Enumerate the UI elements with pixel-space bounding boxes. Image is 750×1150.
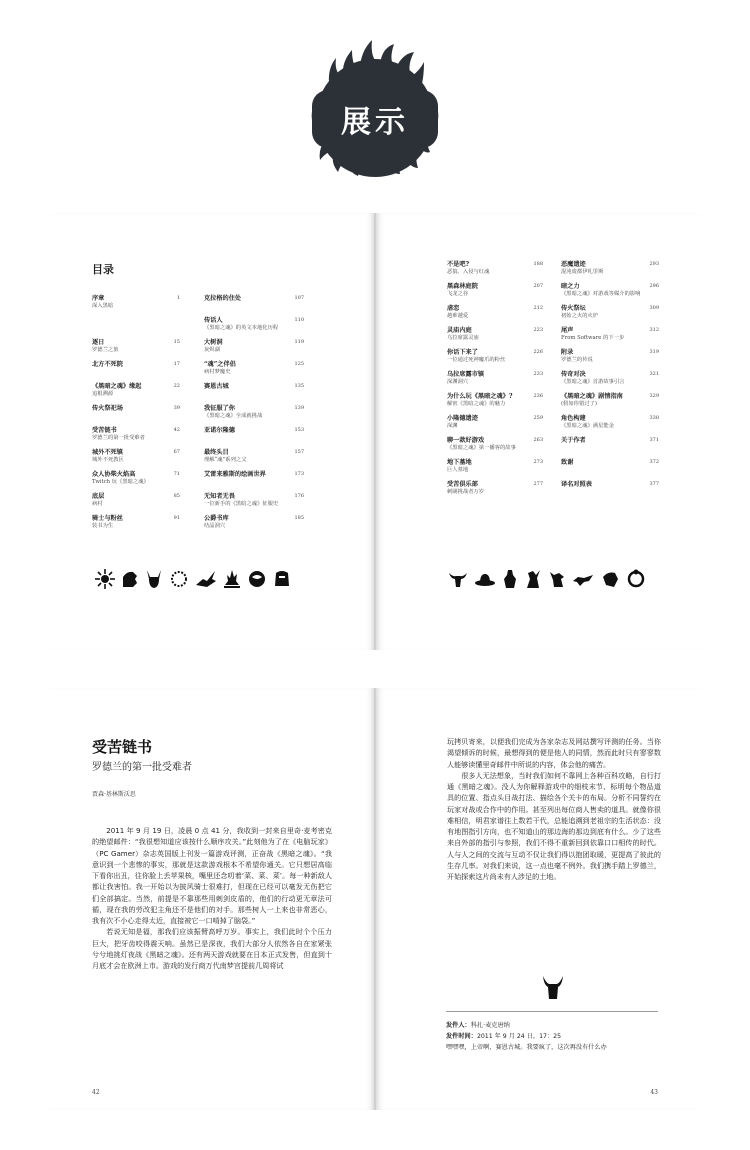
toc-entry-subtitle: 《黑暗之魂》全成就挑战 (204, 413, 263, 419)
sender-label: 发件人： (446, 1022, 471, 1029)
toc-entry (204, 295, 304, 317)
toc-entry-page: 226 (533, 349, 543, 355)
toc-page-right (376, 213, 701, 650)
toc-entry (447, 481, 543, 503)
toc-entry-title: 关于作者 (561, 437, 586, 444)
toc-entry-title: 赛恩古城 (204, 383, 229, 390)
stone-head-icon (600, 569, 620, 589)
toc-entry-page: 67 (173, 449, 180, 455)
toc-entry (92, 339, 180, 361)
toc-entry-page: 135 (294, 383, 304, 389)
article-page-right (376, 688, 701, 1110)
toc-entry-page: 329 (649, 393, 659, 399)
toc-entry-page: 42 (173, 427, 180, 433)
toc-entry (92, 515, 180, 537)
toc-entry-subtitle: Twitch 玩《黑暗之魂》 (92, 479, 149, 485)
toc-entry-page: 319 (649, 349, 659, 355)
toc-entry-title: 我征服了你 (204, 405, 235, 412)
toc-entry-title: 致谢 (561, 459, 574, 466)
toc-entry-title: 《黑暗之魂》剧情指南 (561, 393, 623, 400)
toc-entry-subtitle: 病村梦魔史 (204, 369, 231, 375)
toc-entry-subtitle: 初始之火的火炉 (561, 313, 599, 319)
bull-skull-icon (448, 569, 468, 589)
toc-icons-right (448, 569, 646, 589)
warrior-icon (524, 569, 542, 589)
ring-icon (169, 569, 189, 589)
toc-entry-title: 大树洞 (204, 339, 223, 346)
toc-entry (447, 349, 543, 371)
toc-entry-page: 173 (294, 471, 304, 477)
toc-entry-subtitle: 城外不死教区 (92, 457, 124, 463)
bonfire-icon (223, 569, 241, 589)
toc-entry-title: 地下墓地 (447, 459, 472, 466)
toc-entry-subtitle: 深渊洞穴 (447, 379, 469, 385)
toc-entry (447, 327, 543, 349)
toc-entry-title: 黑森林庭院 (447, 283, 478, 290)
toc-entry-page: 372 (649, 459, 659, 465)
toc-entry-page: 273 (533, 459, 543, 465)
beast-icon (121, 569, 139, 589)
knight-icon (502, 569, 518, 589)
toc-entry-page: 377 (649, 481, 659, 487)
toc-entry-subtitle: 巨人墓地 (447, 467, 469, 473)
page-number-right: 43 (650, 1089, 658, 1096)
toc-entry-subtitle: 《黑暗之魂》第一播客的故事 (447, 445, 516, 451)
article-body-left (92, 825, 332, 971)
toc-entry-subtitle: 罗德兰之旅 (92, 347, 119, 353)
toc-entry (447, 393, 543, 415)
toc-entry (561, 393, 659, 415)
toc-entry-subtitle: 飞龙之谷 (447, 291, 469, 297)
sender-name: 科扎·麦克唐纳 (470, 1022, 510, 1029)
toc-entry-page: 91 (173, 515, 180, 521)
section-badge (290, 30, 460, 180)
toc-entry (204, 471, 304, 493)
toc-entry-title: 公爵书库 (204, 515, 229, 522)
toc-entry-page: 22 (173, 383, 180, 389)
toc-entry (92, 295, 180, 317)
toc-entry-title: 骑士与粉丝 (92, 515, 123, 522)
toc-entry (92, 383, 180, 405)
article-author: 贾森·基林斯沃思 (92, 791, 136, 798)
toc-entry (92, 405, 180, 427)
toc-entry-subtitle: 病村 (92, 501, 103, 507)
toc-entry-page: 125 (294, 361, 304, 367)
toc-entry-page: 188 (533, 261, 543, 267)
toc-entry (561, 327, 659, 349)
toc-entry-page: 223 (533, 327, 543, 333)
toc-entry-title: 传话人 (204, 317, 223, 324)
toc-entry (561, 283, 659, 305)
toc-entry (561, 437, 659, 459)
toc-entry-title: 聊一款好游戏 (447, 437, 485, 444)
toc-spread (49, 213, 701, 650)
toc-entry-subtitle: 乌拉席露灵庙 (447, 335, 479, 341)
toc-entry-title: 小隆德遗迹 (447, 415, 478, 422)
paragraph: 很多人无法想象，当时我们如何不靠网上各种百科攻略，自行打通《黑暗之魂》。没人为你解释游戏中的细枝末节、标明每个物品道具的位置、指点头目战打法、描绘各个关卡的布局。分析不同誓约在玩家对战或合作中的作用。甚至列出每位商人售卖的道具。就像你很难相信，明君家谱往上数若干代，总能追溯到老祖宗的生活状态：没有地图指引方向，也不知道山的那边海的那边到底有什么。少了这些来自外部的指引与参照，我们不得不重新回到依靠口口相传的时代。人与人之间的交流与互动不仅让我们得以抱团取暖，更提高了彼此的生存几率。对我们来说，这一点也毫不例外。我们携手踏上罗德兰，开始探索这片尚未有人涉足的土地。 (447, 770, 661, 881)
toc-entry-subtitle: 深入黑暗 (92, 303, 114, 309)
toc-entry (204, 317, 304, 339)
toc-entry (561, 415, 659, 437)
toc-entry-page: 312 (649, 327, 659, 333)
toc-entry-page: 185 (294, 515, 304, 521)
toc-entry-page: 277 (533, 481, 543, 487)
toc-entry (92, 471, 180, 493)
toc-entry-page: 107 (294, 295, 304, 301)
toc-entry-title: 恶魔遗迹 (561, 261, 586, 268)
toc-entry-subtitle: 罗德兰的传说 (561, 357, 593, 363)
toc-entry-title: 暗之力 (561, 283, 580, 290)
toc-entry-page: 71 (173, 471, 180, 477)
email-message: 嘿嘿嘿，上帝啊，赛恩古城。我要疯了，这次再没有什么办 (446, 1044, 607, 1051)
toc-entry-title: 城外不死镇 (92, 449, 123, 456)
email-block (446, 1020, 676, 1053)
toc-entry (204, 515, 304, 537)
toc-column-1 (92, 295, 180, 537)
toc-entry-page: 1 (176, 295, 180, 301)
serpent-ring-icon (626, 569, 646, 589)
toc-entry-subtitle: 罗德兰的第一批受难者 (92, 435, 145, 441)
time-label: 发件时间： (446, 1033, 477, 1040)
toc-entry-page: 157 (294, 449, 304, 455)
article-body-right (447, 736, 661, 882)
horned-skull-icon (145, 569, 163, 589)
toc-entry-title: 附录 (561, 349, 574, 356)
page-number-left: 42 (92, 1089, 100, 1096)
toc-entry (92, 427, 180, 449)
toc-entry-title: 艾雷来雅斯的绘画世界 (204, 471, 266, 478)
toc-entry-subtitle: 装书为生 (92, 523, 114, 529)
toc-entry (447, 459, 543, 481)
toc-title: 目录 (92, 263, 114, 276)
toc-entry-title: 最终头目 (204, 449, 229, 456)
toc-entry (92, 449, 180, 471)
toc-entry-title: 北方不死院 (92, 361, 123, 368)
toc-entry-subtitle: 追根溯源 (92, 391, 114, 397)
toc-entry (204, 449, 304, 471)
globe-icon (247, 569, 267, 589)
toc-entry (447, 305, 543, 327)
dragon-icon (195, 569, 217, 589)
toc-entry-title: 译名对照表 (561, 481, 592, 488)
paragraph: 玩拷贝寄来，以便我们完成为各家杂志及网站撰写评测的任务。当你渴望倾诉的时候，最想得到的便是他人的同情，然而此时只有寥寥数人能够读懂里奇邮件中所说的内容，体会他的痛苦。 (447, 737, 661, 769)
toc-entry-subtitle: 灰烬湖 (204, 347, 220, 353)
toc-entry-page: 293 (649, 261, 659, 267)
toc-entry (447, 261, 543, 283)
toc-entry-title: 逐日 (92, 339, 105, 346)
sun-icon (95, 569, 115, 589)
toc-entry-subtitle: 《黑暗之魂》的英文本地化历程 (204, 325, 279, 331)
toc-entry (204, 427, 304, 449)
divider (446, 1011, 658, 1012)
toc-entry (561, 261, 659, 283)
article-spread (49, 688, 701, 1110)
toc-entry-subtitle: 深渊 (447, 423, 458, 429)
toc-entry (561, 481, 659, 503)
toc-entry-title: 底层 (92, 493, 105, 500)
send-time: 2011 年 9 月 24 日，17：25 (476, 1033, 562, 1040)
toc-entry-subtitle: 理解“魂”系列之父 (204, 457, 247, 463)
toc-page-left (49, 213, 374, 650)
toc-entry-title: 为什么玩《黑暗之魂》? (447, 393, 513, 400)
toc-entry (561, 305, 659, 327)
toc-entry-title: 传奇对决 (561, 371, 586, 378)
toc-entry (92, 361, 180, 383)
toc-entry-title: “魂”之伴侣 (204, 361, 236, 368)
toc-entry (561, 459, 659, 481)
article-subtitle: 罗德兰的第一批受难者 (92, 762, 192, 773)
toc-entry-page: 263 (533, 437, 543, 443)
toc-entry-title: 传火祭祀场 (92, 405, 123, 412)
toc-entry-page: 338 (649, 415, 659, 421)
toc-entry-title: 《黑暗之魂》缘起 (92, 383, 142, 390)
toc-column-3 (447, 261, 543, 503)
toc-entry (92, 493, 180, 515)
toc-entry-subtitle: 《黑暗之魂》对游戏等媒介的影响 (561, 291, 641, 297)
toc-entry-title: 尾声 (561, 327, 574, 334)
toc-entry-page: 110 (294, 317, 304, 323)
hat-icon (474, 569, 496, 589)
toc-entry-subtitle: 《黑暗之魂》首游故事引言 (561, 379, 625, 385)
toc-entry-subtitle: 结晶洞穴 (204, 523, 226, 529)
toc-entry (561, 371, 659, 393)
toc-entry-subtitle: 混沌废都伊札里斯 (561, 269, 604, 275)
toc-entry-subtitle: 《黑暗之魂》满星能金 (561, 423, 614, 429)
toc-entry-page: 371 (649, 437, 659, 443)
article-title: 受苦链书 (92, 738, 153, 756)
paragraph: 若说无知是福，那我们应该振臂高呼万岁。事实上，我们此时个个压力巨大，把牙齿咬得震天响。虽然已是深夜，我们大部分人依然各自在家紧张兮兮地挑灯夜战《黑暗之魂》。还有两天游戏就要在日本正式发售，但直到十月底才会在欧洲上市。游戏的发行商万代南梦宫提前几周将试 (92, 927, 332, 970)
toc-entry-subtitle: 一位通过死神魔爪的粉丝 (447, 357, 506, 363)
toc-entry-page: 259 (533, 415, 543, 421)
crawler-icon (572, 569, 594, 589)
toc-entry-title: 灵庙内庭 (447, 327, 472, 334)
toc-entry-title: 无知者无畏 (204, 493, 235, 500)
toc-entry-title: 角色构建 (561, 415, 586, 422)
toc-entry-subtitle: 越难越爱 (447, 313, 469, 319)
toc-entry-subtitle: 一位新手的《黑暗之魂》征服史 (204, 501, 279, 507)
toc-entry (447, 415, 543, 437)
toc-entry (561, 349, 659, 371)
helmet-icon (273, 569, 291, 589)
toc-column-2 (204, 295, 304, 537)
toc-entry-page: 17 (173, 361, 180, 367)
toc-entry-title: 亚诺尔隆德 (204, 427, 235, 434)
toc-entry (447, 283, 543, 305)
toc-entry (204, 405, 304, 427)
toc-entry-title: 你话下来了 (447, 349, 478, 356)
toc-entry (204, 383, 304, 405)
badge-label: 展示 (312, 90, 438, 148)
toc-entry-page: 15 (173, 339, 180, 345)
toc-entry-page: 39 (173, 405, 180, 411)
toc-entry-title: 众人协柴火焰高 (92, 471, 136, 478)
toc-entry-page: 85 (173, 493, 180, 499)
toc-entry (447, 371, 543, 393)
toc-entry-title: 克拉格的住处 (204, 295, 242, 302)
wolf-head-icon (548, 569, 566, 589)
toc-entry-page: 236 (533, 393, 543, 399)
toc-entry-page: 296 (649, 283, 659, 289)
toc-entry (204, 361, 304, 383)
toc-entry-subtitle: (假如你错过了) (561, 401, 597, 407)
toc-entry-subtitle: 刺刷挑战者万岁 (447, 489, 485, 495)
toc-entry (204, 493, 304, 515)
toc-entry-page: 153 (294, 427, 304, 433)
toc-entry-subtitle: From Software 的下一步 (561, 335, 625, 341)
toc-entry-page: 309 (649, 305, 659, 311)
toc-icons-left (95, 569, 291, 589)
paragraph: 2011 年 9 月 19 日，凌晨 0 点 41 分，我收到一封来自里奇·麦考密克的绝望邮件：“我很想知道应该按什么顺序攻关。”此刻他为了在《电脑玩家》（PC Gamer）杂志英国版上刊发一篇游戏评测，正奋战《黑暗之魂》。“我意识到一个悲惨的事实，那就是这款游戏根本不希望你通关。它只想居高临下看你出丑，往你脸上丢苹果核，嘴里还念叨着‘菜、菜、菜’。每一种新敌人都让我害怕。我一开始以为披风骑士很难打，但现在已经可以毫发无伤把它们全部搞定。当然，前提是不靠那些用刺剑皮盾的，他们的行动更无章法可循，现在我的劳改犯主角还不是他们的对手。那些树人一上来也非常恶心，我有次不小心走得太近，直接被它一口啃掉了脑袋。” (92, 826, 332, 925)
toc-entry-page: 207 (533, 283, 543, 289)
toc-entry-title: 受苦链书 (92, 427, 117, 434)
horned-helmet-icon (542, 975, 564, 1001)
toc-entry-page: 212 (533, 305, 543, 311)
toc-entry-page: 233 (533, 371, 543, 377)
toc-entry-title: 乌拉席露市镇 (447, 371, 485, 378)
toc-entry (447, 437, 543, 459)
toc-entry-page: 321 (649, 371, 659, 377)
toc-entry-title: 不是吧? (447, 261, 470, 268)
toc-entry-title: 虐恋 (447, 305, 460, 312)
toc-column-4 (561, 261, 659, 503)
toc-entry-subtitle: 恶搞、入侵与红魂 (447, 269, 490, 275)
article-page-left (49, 688, 374, 1110)
toc-entry-page: 176 (294, 493, 304, 499)
toc-entry-title: 序章 (92, 295, 105, 302)
toc-entry-title: 受苦俱乐部 (447, 481, 478, 488)
toc-entry-title: 传火祭坛 (561, 305, 586, 312)
toc-entry-page: 119 (294, 339, 304, 345)
toc-entry-subtitle: 解密《黑暗之魂》的魅力 (447, 401, 506, 407)
toc-entry (92, 317, 180, 339)
toc-entry (204, 339, 304, 361)
toc-entry-page: 139 (294, 405, 304, 411)
